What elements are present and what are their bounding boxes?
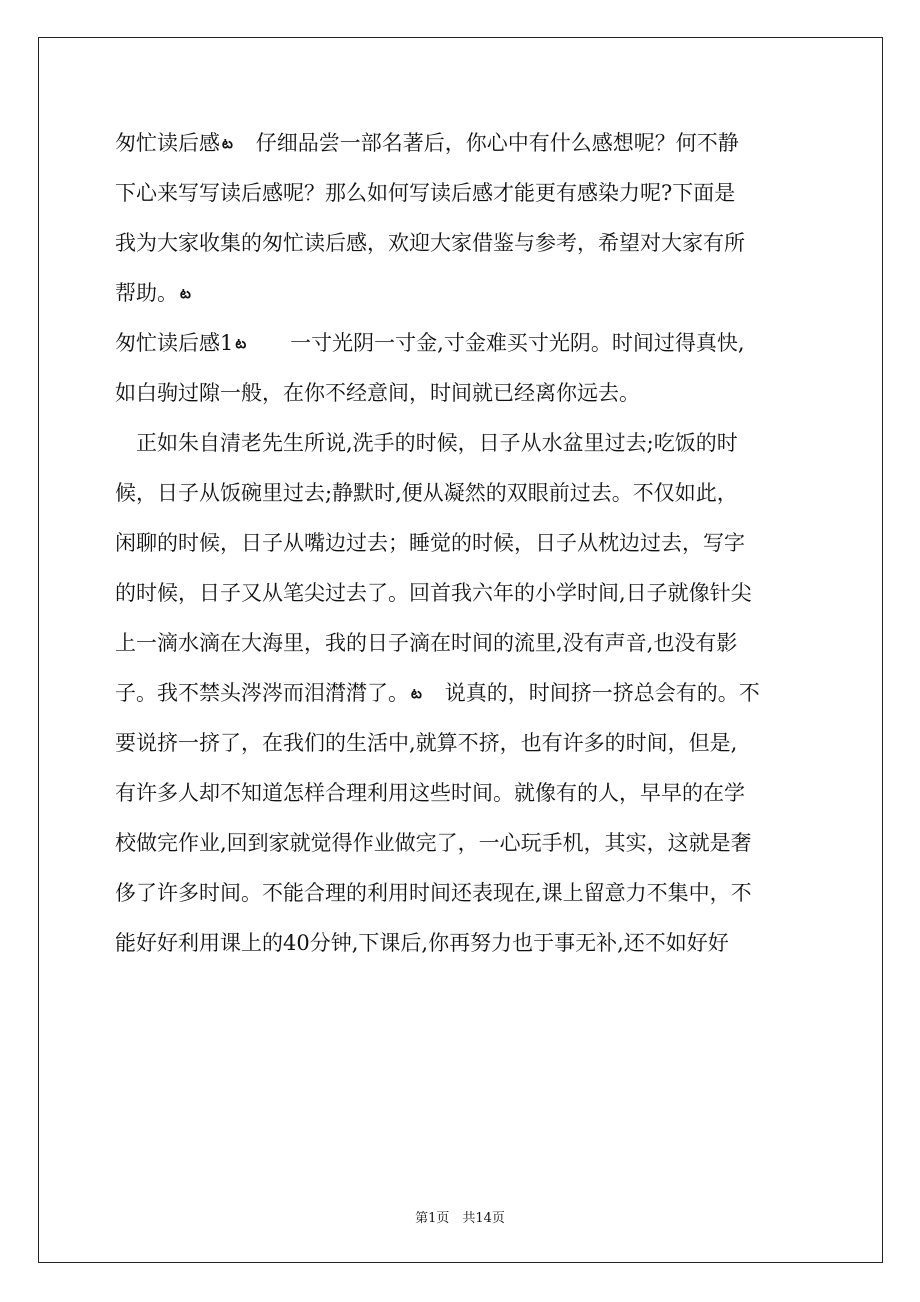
text-line: 帮助。 ట — [115, 281, 191, 305]
text-line: 上一滴水滴在大海里，我的日子滴在时间的流里,没有声音,也没有影 — [115, 631, 738, 655]
text-line: 候，日子从饭碗里过去;静默时,便从凝然的双眼前过去。不仅如此， — [115, 481, 738, 505]
paragraph-mark: ట — [222, 136, 233, 152]
text-line: 校做完作业,回到家就觉得作业做完了，一心玩手机，其实，这就是奢 — [115, 831, 752, 855]
text-line: 闲聊的时候，日子从嘴边过去；睡觉的时候，日子从枕边过去，写字 — [115, 531, 745, 555]
document-body — [115, 118, 827, 968]
text-line: 匆忙读后感 ట 仔细品尝一部名著后，你心中有什么感想呢？何不静 — [115, 131, 739, 155]
text-line: 下心来写写读后感呢？那么如何写读后感才能更有感染力呢?下面是 — [115, 181, 736, 205]
paragraph-mark: ట — [235, 336, 247, 352]
text-line: 我为大家收集的匆忙读后感，欢迎大家借鉴与参考，希望对大家有所 — [115, 231, 745, 255]
text-line: 匆忙读后感1 ట 一寸光阴一寸金,寸金难买寸光阴。时间过得真快, — [115, 331, 745, 355]
paragraph-mark: ట — [411, 686, 422, 702]
page-footer: 第1页 共14页 — [415, 1211, 505, 1226]
text-line: 正如朱自清老先生所说,洗手的时候，日子从水盆里过去;吃饭的时 — [115, 431, 738, 455]
text-line: 侈了许多时间。不能合理的利用时间还表现在,课上留意力不集中，不 — [115, 881, 752, 905]
text-line: 的时候，日子又从笔尖过去了。回首我六年的小学时间,日子就像针尖 — [115, 581, 752, 605]
text-line: 子。我不禁头涔涔而泪潸潸了。 ట 说真的，时间挤一挤总会有的。不 — [115, 681, 760, 705]
text-line: 能好好利用课上的40分钟,下课后,你再努力也于事无补,还不如好好 — [115, 931, 729, 955]
text-line: 如白驹过隙一般，在你不经意间，时间就已经离你远去。 — [115, 381, 640, 405]
text-line: 要说挤一挤了，在我们的生活中,就算不挤，也有许多的时间，但是, — [115, 731, 738, 755]
text-line: 有许多人却不知道怎样合理利用这些时间。就像有的人，早早的在学 — [115, 781, 745, 805]
paragraph-mark: ట — [180, 286, 191, 302]
